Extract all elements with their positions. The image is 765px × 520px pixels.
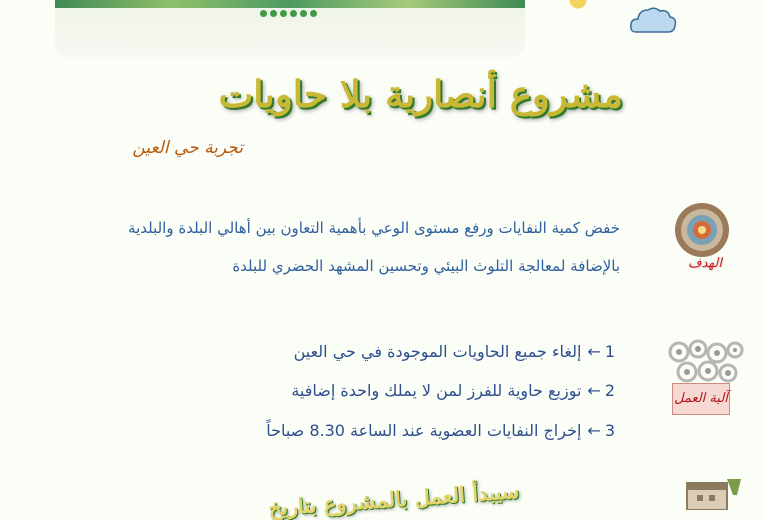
goal-label: الهدف bbox=[688, 256, 722, 271]
step-text: إلغاء جميع الحاويات الموجودة في حي العين bbox=[293, 342, 582, 361]
banner-strip bbox=[55, 0, 525, 8]
banner-dots bbox=[260, 10, 317, 17]
method-label: آلية العمل bbox=[672, 383, 730, 415]
step-text: توزيع حاوية للفرز لمن لا يملك واحدة إضافية bbox=[291, 381, 582, 400]
page-subtitle: تجربة حي العين bbox=[132, 138, 243, 158]
target-icon bbox=[672, 200, 732, 260]
goal-text-line-1: خفض كمية النفايات ورفع مستوى الوعي بأهمية التعاون بين أهالي البلدة والبلدية bbox=[128, 219, 620, 237]
step-number: 2 bbox=[604, 381, 615, 400]
method-step-3 bbox=[266, 421, 615, 440]
method-step-1 bbox=[294, 342, 615, 361]
arrow-left-icon: ← bbox=[587, 342, 601, 361]
calendar-icon bbox=[683, 475, 743, 510]
goal-text-line-2: بالإضافة لمعالجة التلوث البيئي وتحسين المشهد الحضري للبلدة bbox=[232, 257, 620, 275]
method-step-2 bbox=[291, 381, 615, 400]
start-date-text: سيبدأ العمل بالمشروع بتاريخ bbox=[267, 478, 520, 520]
header-banner-image bbox=[55, 0, 525, 58]
step-number: 3 bbox=[604, 421, 615, 440]
cloud-icon bbox=[628, 0, 678, 40]
sun-decoration bbox=[560, 0, 596, 10]
arrow-left-icon: ← bbox=[587, 381, 601, 400]
step-text: إخراج النفايات العضوية عند الساعة 8.30 صباحاً bbox=[266, 421, 582, 440]
arrow-left-icon: ← bbox=[587, 421, 601, 440]
step-number: 1 bbox=[604, 342, 615, 361]
page-title: مشروع أنصارية بلا حاويات bbox=[218, 72, 623, 116]
gears-icon bbox=[665, 337, 745, 387]
